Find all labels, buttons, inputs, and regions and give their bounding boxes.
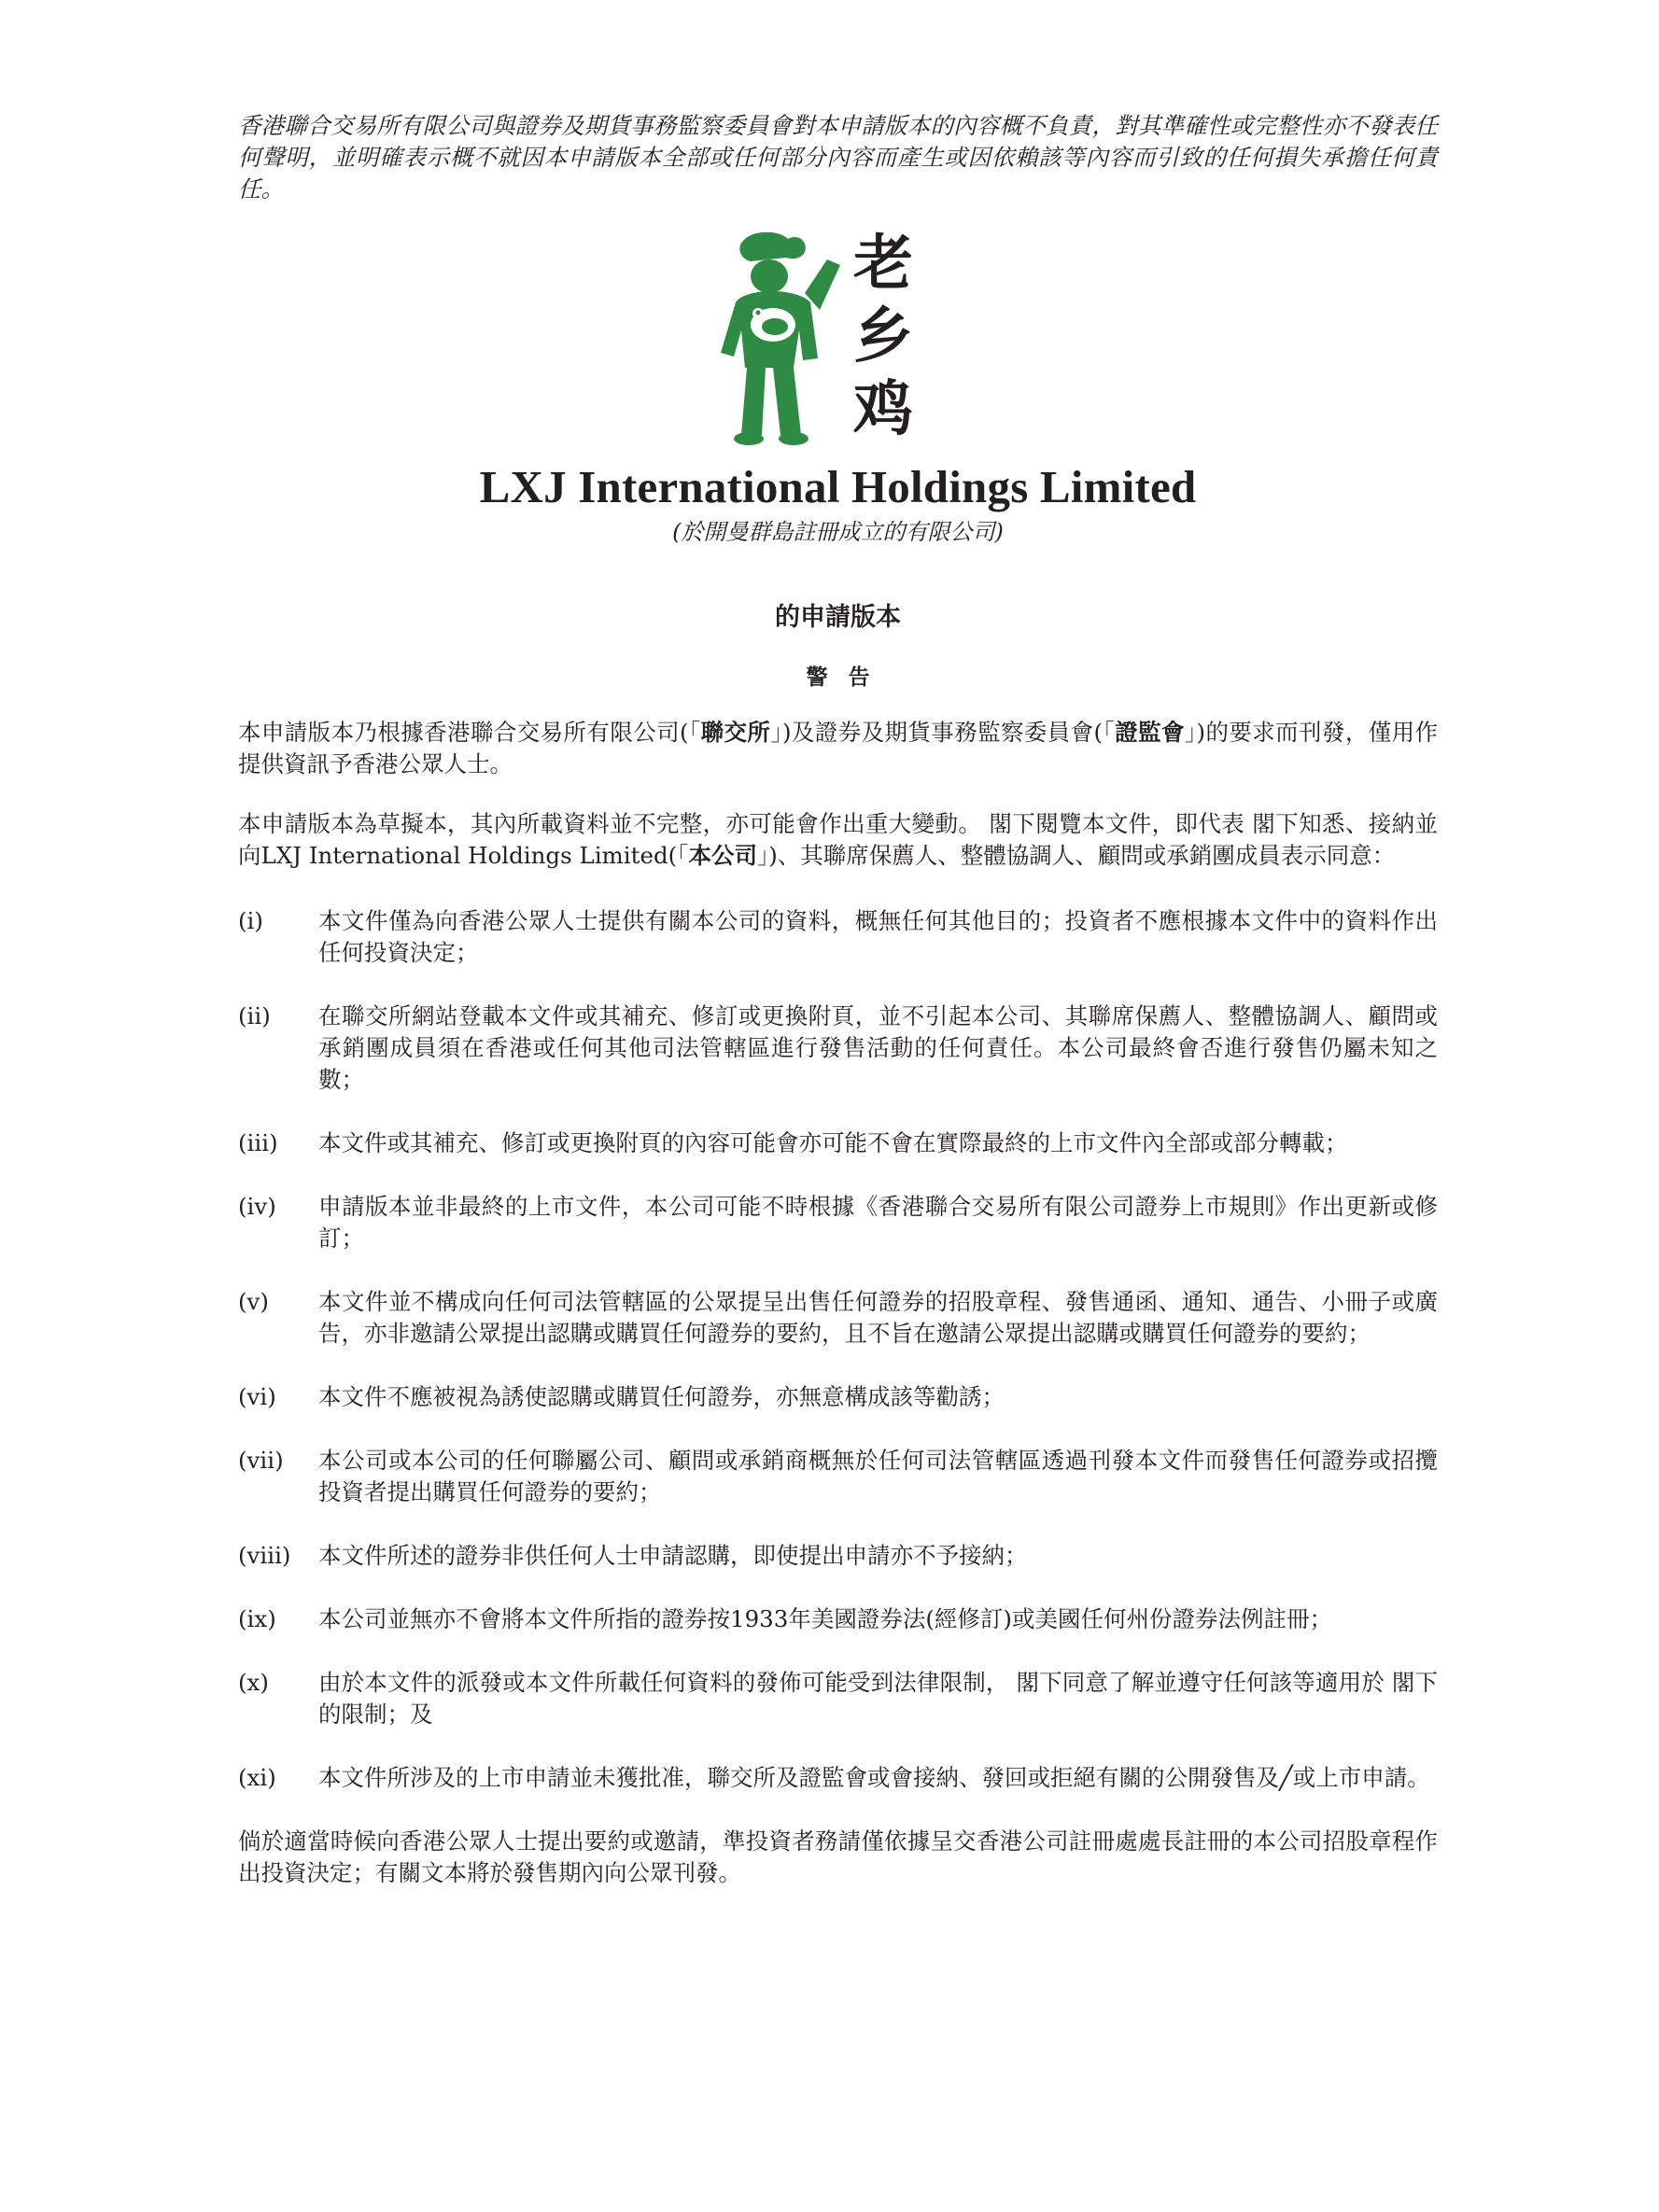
- list-item: [238, 1540, 1438, 1572]
- intro-p2-text-b: 」)、其聯席保薦人、整體協調人、顧問或承銷團成員表示同意：: [756, 842, 1396, 869]
- list-item: [238, 1603, 1438, 1635]
- company-logo: [708, 228, 950, 452]
- defined-term-stock-exchange: 聯交所: [700, 719, 771, 746]
- logo-char-3: 鸡: [852, 375, 913, 444]
- list-item: [238, 1762, 1438, 1794]
- item-text: 本文件所述的證券非供任何人士申請認購，即使提出申請亦不予接納；: [318, 1542, 1028, 1569]
- document-page: [238, 110, 1438, 1889]
- logo-wordmark: [846, 228, 921, 452]
- intro-p1-text-a: 本申請版本乃根據香港聯合交易所有限公司(「: [238, 719, 701, 746]
- list-item: [238, 1127, 1438, 1159]
- intro-paragraph-1: [238, 717, 1438, 780]
- closing-paragraph: 倘於適當時候向香港公眾人士提出要約或邀請，準投資者務請僅依據呈交香港公司註冊處處長註冊的本公司招股章程作出投資決定；有關文本將於發售期內向公眾刊發。: [238, 1827, 1438, 1886]
- item-text: 在聯交所網站登載本文件或其補充、修訂或更換附頁，並不引起本公司、其聯席保薦人、整體協調人、顧問或承銷團成員須在香港或任何其他司法管轄區進行發售活動的任何責任。本公司最終會否進行發售仍屬未知之數；: [318, 1002, 1438, 1093]
- logo-char-2: 乡: [852, 302, 913, 371]
- item-number: (ix): [238, 1605, 276, 1632]
- list-item: [238, 1381, 1438, 1413]
- acknowledgement-list: [238, 905, 1438, 1794]
- item-text: 本文件僅為向香港公眾人士提供有關本公司的資料，概無任何其他目的；投資者不應根據本文件中的資料作出任何投資決定；: [318, 907, 1438, 966]
- item-text: 本文件不應被視為誘使認購或購買任何證券，亦無意構成該等勸誘；: [318, 1383, 1005, 1410]
- item-number: (v): [238, 1288, 269, 1315]
- liability-disclaimer: 香港聯合交易所有限公司與證券及期貨事務監察委員會對本申請版本的內容概不負責，對其準確性或完整性亦不發表任何聲明，並明確表示概不就因本申請版本全部或任何部分內容而產生或因依賴該等內容而引致的任何損失承擔任何責任。: [238, 112, 1438, 203]
- logo-char-1: 老: [852, 230, 913, 299]
- item-number: (vi): [238, 1383, 276, 1410]
- incorporation-note: (於開曼群島註冊成立的有限公司): [672, 519, 1004, 545]
- list-item: [238, 1191, 1438, 1254]
- intro-p1-text-c: 」)的要求而刊發，僅用作提供資訊予香港公眾人士。: [238, 719, 1439, 777]
- intro-p2-text-a: 本申請版本為草擬本，其內所載資料並不完整，亦可能會作出重大變動。 閣下閱覽本文件，即代表 閣下知悉、接納並向LXJ International Holdings Limited(「: [238, 810, 1438, 869]
- item-text: 本文件或其補充、修訂或更換附頁的內容可能會亦可能不會在實際最終的上市文件內全部或部分轉載；: [318, 1129, 1348, 1156]
- list-item: [238, 1001, 1438, 1096]
- item-text: 本公司或本公司的任何聯屬公司、顧問或承銷商概無於任何司法管轄區透過刊發本文件而發售任何證券或招攬投資者提出購買任何證券的要約；: [318, 1447, 1438, 1505]
- item-text: 本文件並不構成向任何司法管轄區的公眾提呈出售任何證券的招股章程、發售通函、通知、通告、小冊子或廣告，亦非邀請公眾提出認購或購買任何證券的要約，且不旨在邀請公眾提出認購或購買任何證券的要約；: [318, 1288, 1438, 1347]
- defined-term-sfc: 證監會: [1115, 719, 1185, 746]
- item-text: 本文件所涉及的上市申請並未獲批准，聯交所及證監會或會接納、發回或拒絕有關的公開發售及╱或上市申請。: [318, 1764, 1430, 1791]
- intro-paragraph-2: [238, 808, 1438, 872]
- warning-heading: 警告: [806, 665, 891, 690]
- intro-p1-text-b: 」)及證券及期貨事務監察委員會(「: [770, 719, 1116, 746]
- item-number: (vii): [238, 1447, 284, 1474]
- list-item: [238, 1445, 1438, 1508]
- item-number: (xi): [238, 1764, 276, 1791]
- item-number: (iv): [238, 1193, 276, 1220]
- item-number: (i): [238, 907, 263, 934]
- item-text: 申請版本並非最終的上市文件，本公司可能不時根據《香港聯合交易所有限公司證券上市規則》作出更新或修訂；: [318, 1193, 1438, 1252]
- document-title: 的申請版本: [775, 603, 901, 632]
- company-name: LXJ International Holdings Limited: [479, 461, 1197, 512]
- item-number: (x): [238, 1669, 269, 1696]
- item-text: 本公司並無亦不會將本文件所指的證券按1933年美國證券法(經修訂)或美國任何州份證券法例註冊；: [318, 1605, 1332, 1632]
- item-number: (iii): [238, 1129, 278, 1156]
- list-item: [238, 1667, 1438, 1730]
- list-item: [238, 905, 1438, 969]
- list-item: [238, 1286, 1438, 1350]
- item-number: (viii): [238, 1542, 291, 1569]
- defined-term-company: 本公司: [688, 842, 757, 869]
- item-text: 由於本文件的派發或本文件所載任何資料的發佈可能受到法律限制， 閣下同意了解並遵守任何該等適用於 閣下的限制；及: [318, 1669, 1438, 1728]
- item-number: (ii): [238, 1002, 271, 1029]
